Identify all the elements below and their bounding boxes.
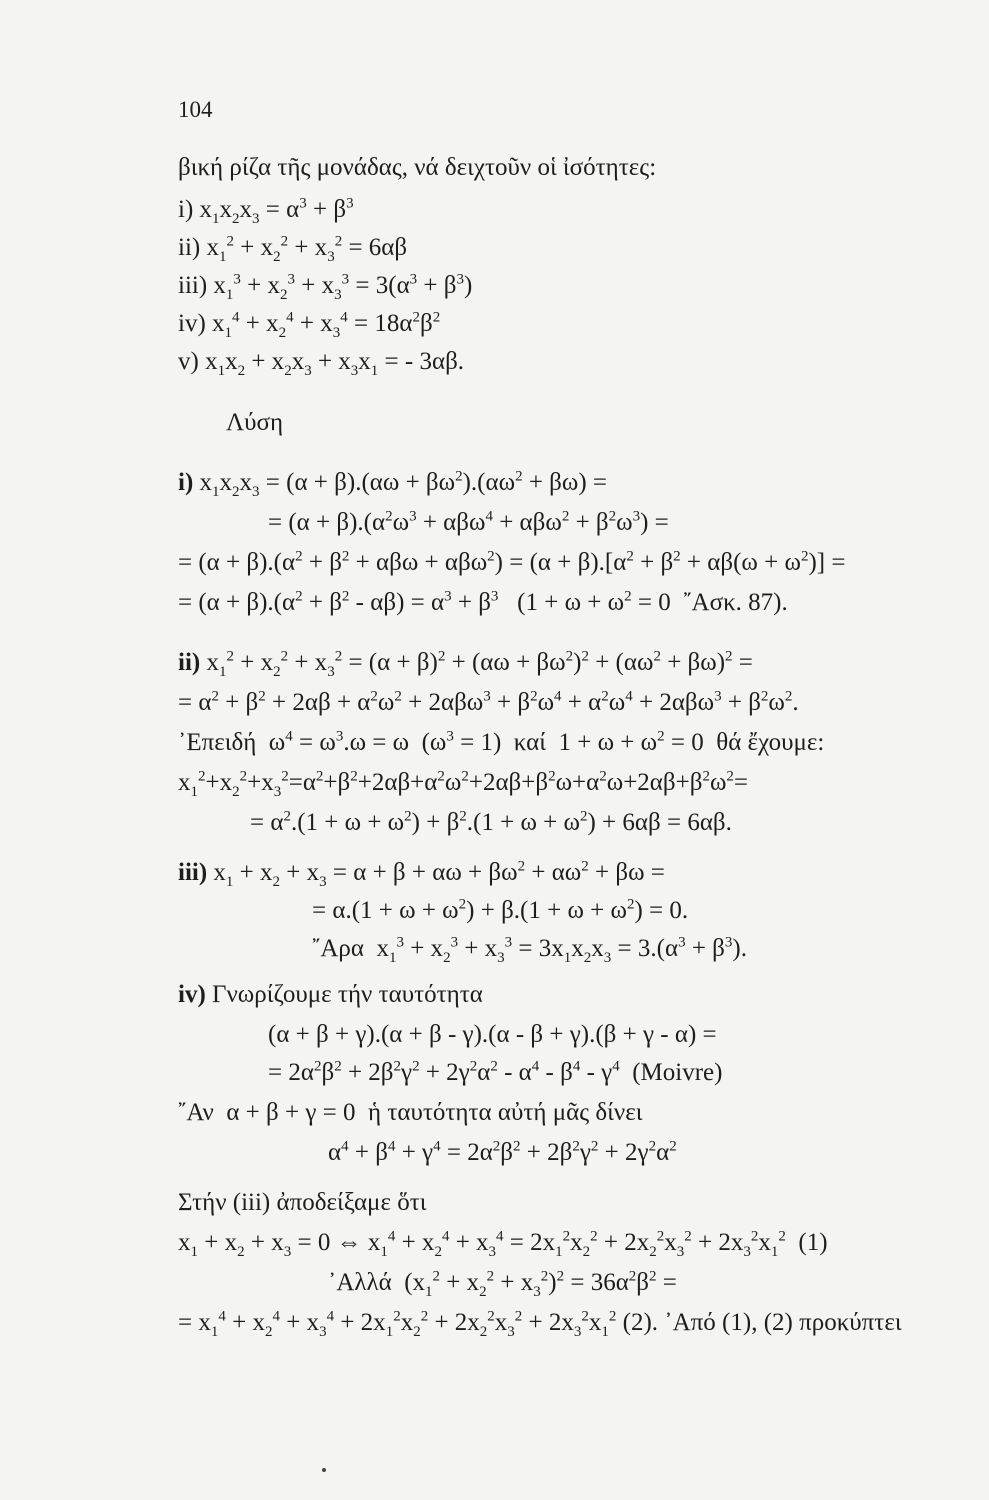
solution-line: = $2\alpha^2\beta^2 + 2\beta^2\gamma^2 + 2\gamma^2\alpha^2 - \alpha^4 - \beta^4 - \gamma^4$ (Moivre) — [268, 1058, 723, 1086]
solution-line: = $x_1^4 + x_2^4 + x_3^4 + 2x_1^2x_2^2 + 2x_2^2x_3^2 + 2x_3^2x_1^2$ (2). ᾿Από (1), (2) προκύπτει — [178, 1308, 902, 1340]
solution-line: = $(\alpha + \beta).(\alpha^2 + \beta^2 + \alpha\beta\omega + \alpha\beta\omega^2) = (\alpha + \beta).[\alpha^2 + \beta^2 + \alpha\beta(\omega + \omega^2)]$ = — [178, 548, 846, 576]
intro-text: βική ρίζα τῆς μονάδας, νά δειχτοῦν οἱ ἰσότητες: — [178, 154, 657, 181]
solution-line: $\alpha^4 + \beta^4 + \gamma^4 = 2\alpha^2\beta^2 + 2\beta^2\gamma^2 + 2\gamma^2\alpha^2$ — [328, 1138, 677, 1166]
solution-line: ᾿Επειδή $\omega^4 = \omega^3.\omega = \omega$ $(\omega^3 = 1)$ καί $1 + \omega + \omega^2 = 0$ θά ἔχουμε: — [178, 728, 825, 756]
solution-line: ᾿Αλλά $(x_1^2 + x_2^2 + x_3^2)^2 = 36\alpha^2\beta^2$ = — [328, 1268, 677, 1300]
ink-speck — [322, 1468, 326, 1472]
solution-line: iv) Γνωρίζουμε τήν ταυτότητα — [178, 981, 483, 1008]
statement-3 — [178, 271, 473, 303]
solution-line: i) $x_1x_2x_3 = (\alpha + \beta).(\alpha\omega + \beta\omega^2).(\alpha\omega^2 + \beta\omega)$ = — [178, 468, 608, 500]
solution-line: = $(\alpha + \beta).(\alpha^2\omega^3 + \alpha\beta\omega^4 + \alpha\beta\omega^2 + \beta^2\omega^3)$ = — [268, 508, 669, 536]
statement-label: i) — [178, 196, 194, 223]
statement-label: ii) — [178, 234, 201, 261]
statement-label: iv) — [178, 310, 206, 337]
statement-1 — [178, 195, 354, 227]
page-number: 104 — [178, 97, 213, 122]
statement-formula: $x_1x_2x_3 = \alpha^3 + \beta^3$ — [199, 195, 354, 227]
statement-formula: $x_1x_2 + x_2x_3 + x_3x_1$ = - 3αβ. — [205, 348, 465, 379]
solution-line: Στήν (iii) ἀποδείξαμε ὅτι — [178, 1189, 427, 1216]
statement-label: iii) — [178, 272, 208, 299]
solution-line: = $\alpha.(1 + \omega + \omega^2) + \beta.(1 + \omega + \omega^2) = 0$. — [312, 896, 689, 924]
solution-heading: Λύση — [226, 409, 284, 436]
solution-line: ῎Αν α + β + γ = 0 ἡ ταυτότητα αὐτή μᾶς δίνει — [178, 1099, 643, 1126]
solution-line: = $\alpha^2.(1 + \omega + \omega^2) + \beta^2.(1 + \omega + \omega^2) + 6\alpha\beta = 6\alpha\beta$. — [250, 808, 732, 836]
solution-line: = $(\alpha + \beta).(\alpha^2 + \beta^2 - \alpha\beta) = \alpha^3 + \beta^3$ ($1 + \omega + \omega^2 = 0$ ῎Ασκ. 87). — [178, 588, 788, 616]
statement-2 — [178, 233, 408, 265]
solution-line: iii) $x_1 + x_2 + x_3 = \alpha + \beta + \alpha\omega + \beta\omega^2 + \alpha\omega^2 + \beta\omega$ = — [178, 858, 665, 890]
statement-label: v) — [178, 348, 199, 375]
solution-line: ii) $x_1^2 + x_2^2 + x_3^2 = (\alpha + \beta)^2 + (\alpha\omega + \beta\omega^2)^2 + (\alpha\omega^2 + \beta\omega)^2$ = — [178, 648, 753, 680]
statement-4 — [178, 309, 441, 341]
solution-line: $x_1 + x_2 + x_3 = 0$ ⇔ $x_1^4 + x_2^4 + x_3^4 = 2x_1^2x_2^2 + 2x_2^2x_3^2 + 2x_3^2x_1^2$ (1) — [178, 1228, 828, 1260]
solution-line: $x_1^2+x_2^2+x_3^2=\alpha^2+\beta^2+2\alpha\beta+\alpha^2\omega^2+2\alpha\beta+\beta^2\omega+\alpha^2\omega+2\alpha\beta+\beta^2\omega^2=$ — [178, 768, 749, 800]
solution-line: = $\alpha^2 + \beta^2 + 2\alpha\beta + \alpha^2\omega^2 + 2\alpha\beta\omega^3 + \beta^2\omega^4 + \alpha^2\omega^4 + 2\alpha\beta\omega^3 + \beta^2\omega^2$. — [178, 688, 799, 716]
solution-line: (α + β + γ).(α + β - γ).(α - β + γ).(β + γ - α) = — [268, 1021, 717, 1048]
statement-formula: $x_1^3 + x_2^3 + x_3^3 = 3(\alpha^3 + \beta^3)$ — [213, 271, 473, 303]
statement-formula: $x_1^4 + x_2^4 + x_3^4 = 18\alpha^2\beta^2$ — [212, 309, 441, 341]
solution-line: ῎Αρα $x_1^3 + x_2^3 + x_3^3 = 3x_1x_2x_3 = 3.(\alpha^3 + \beta^3)$. — [312, 934, 747, 966]
statement-formula: $x_1^2 + x_2^2 + x_3^2 = 6\alpha\beta$ — [206, 233, 408, 265]
statement-5 — [178, 348, 465, 379]
